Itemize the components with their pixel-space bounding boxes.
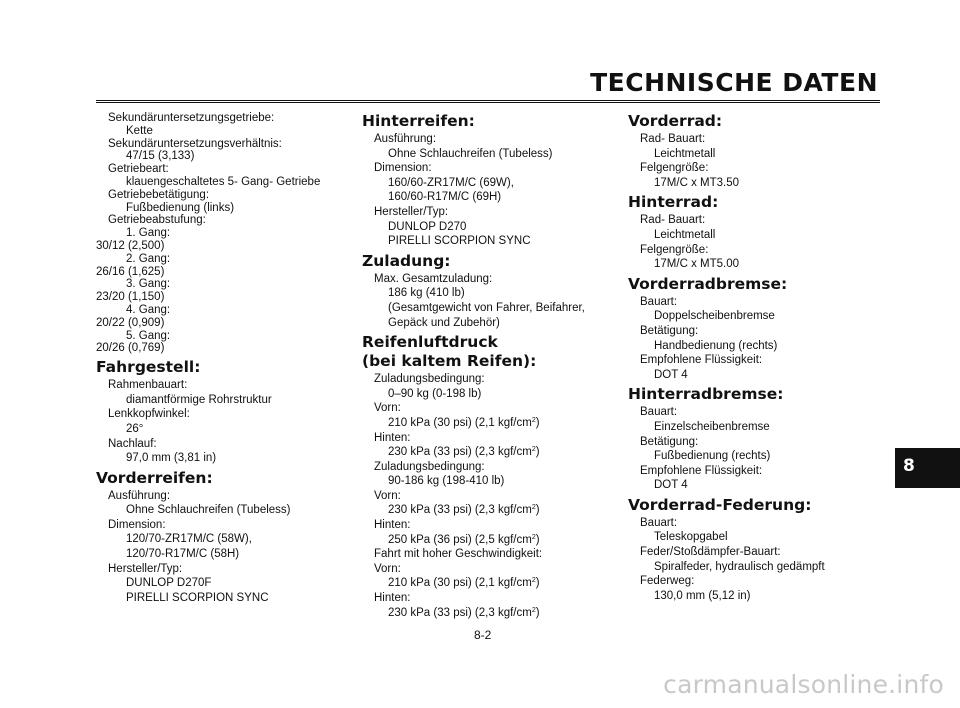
section-heading-hinterreifen: Hinterreifen: bbox=[362, 112, 475, 130]
spec-label: Vorn: bbox=[374, 562, 401, 575]
gear-ratio: 23/20 (1,150) bbox=[96, 291, 165, 304]
spec-value: 160/60-R17M/C (69H) bbox=[388, 191, 502, 204]
spec-value: 250 kPa (36 psi) (2,5 kgf/$cm^2$) bbox=[388, 533, 540, 546]
spec-label: Empfohlene Flüssigkeit: bbox=[640, 464, 763, 477]
section-heading-fahrgestell: Fahrgestell: bbox=[96, 358, 201, 377]
spec-label: Getriebeart: bbox=[108, 163, 169, 176]
spec-value: 160/60-ZR17M/C (69W), bbox=[388, 176, 514, 189]
column-1 bbox=[96, 112, 346, 605]
spec-value: 97,0 mm (3,81 in) bbox=[126, 452, 217, 465]
section-heading-vorderreifen: Vorderreifen: bbox=[96, 468, 213, 487]
spec-value: klauengeschaltetes 5- Gang- Getriebe bbox=[126, 175, 321, 188]
spec-value: 230 kPa (33 psi) (2,3 kgf/$cm^2$) bbox=[388, 446, 540, 459]
spec-value: DUNLOP D270 bbox=[388, 220, 467, 233]
spec-label: Dimension: bbox=[374, 162, 432, 175]
spec-value: Spiralfeder, hydraulisch gedämpft bbox=[654, 560, 825, 573]
spec-value: DOT 4 bbox=[654, 368, 688, 381]
spec-label: Rahmenbauart: bbox=[108, 379, 188, 392]
gear-label: 1. Gang: bbox=[126, 227, 171, 240]
spec-label: Hinten: bbox=[374, 519, 411, 532]
section-heading-vorderradbremse: Vorderradbremse: bbox=[628, 274, 788, 293]
spec-label: Sekundäruntersetzungsverhältnis: bbox=[108, 137, 282, 150]
spec-value: 120/70-ZR17M/C (58W), bbox=[126, 533, 252, 546]
spec-value: Doppelscheibenbremse bbox=[654, 310, 775, 323]
section-heading-vorderrad-federung: Vorderrad-Federung: bbox=[628, 495, 812, 514]
spec-label: Zuladungsbedingung: bbox=[374, 373, 485, 386]
spec-label: Bauart: bbox=[640, 516, 678, 529]
spec-label: Feder/Stoßdämpfer-Bauart: bbox=[640, 546, 781, 559]
spec-value: PIRELLI SCORPION SYNC bbox=[388, 235, 531, 248]
spec-label: Rad- Bauart: bbox=[640, 214, 706, 227]
spec-label: Bauart: bbox=[640, 406, 678, 419]
spec-value: Kette bbox=[126, 124, 153, 137]
spec-label: Ausführung: bbox=[374, 133, 437, 145]
spec-value: DUNLOP D270F bbox=[126, 577, 212, 590]
spec-label: Getriebeabstufung: bbox=[108, 214, 206, 227]
spec-label: Betätigung: bbox=[640, 435, 699, 448]
spec-label: Hersteller/Typ: bbox=[374, 205, 449, 218]
spec-value: Leichtmetall bbox=[654, 228, 716, 241]
gear-ratio: 20/22 (0,909) bbox=[96, 316, 165, 329]
spec-label: Felgengröße: bbox=[640, 243, 709, 256]
spec-value: 26° bbox=[126, 422, 144, 435]
header-rule bbox=[96, 100, 880, 103]
section-heading-reifenluftdruck: Reifenluftdruck bbox=[362, 333, 498, 352]
chapter-number: 8 bbox=[903, 456, 915, 476]
gear-ratio: 30/12 (2,500) bbox=[96, 239, 165, 252]
spec-value: 130,0 mm (5,12 in) bbox=[654, 589, 751, 602]
spec-label: Federweg: bbox=[640, 575, 695, 588]
page-title: TECHNISCHE DATEN bbox=[590, 68, 878, 97]
gear-label: 2. Gang: bbox=[126, 252, 171, 265]
spec-value: 230 kPa (33 psi) (2,3 kgf/$cm^2$) bbox=[388, 606, 540, 619]
spec-value: Fußbedienung (links) bbox=[126, 201, 235, 214]
spec-label: Sekundäruntersetzungsgetriebe: bbox=[108, 112, 275, 124]
spec-value: PIRELLI SCORPION SYNC bbox=[126, 591, 269, 604]
spec-label: Hinten: bbox=[374, 431, 411, 444]
spec-label: Vorn: bbox=[374, 489, 401, 502]
spec-value: 47/15 (3,133) bbox=[126, 150, 195, 163]
section-heading-hinterrad: Hinterrad: bbox=[628, 193, 719, 212]
spec-value: diamantförmige Rohrstruktur bbox=[126, 393, 272, 406]
spec-value: 230 kPa (33 psi) (2,3 kgf/$cm^2$) bbox=[388, 504, 540, 517]
spec-label: Hersteller/Typ: bbox=[108, 562, 183, 575]
spec-label: Felgengröße: bbox=[640, 162, 709, 175]
gear-label: 3. Gang: bbox=[126, 278, 171, 291]
spec-value: Fußbedienung (rechts) bbox=[654, 450, 771, 463]
spec-value: 210 kPa (30 psi) (2,1 kgf/$cm^2$) bbox=[388, 416, 540, 429]
watermark: carmanualsonline.info bbox=[663, 670, 944, 699]
spec-label: Nachlauf: bbox=[108, 437, 157, 450]
spec-value: Ohne Schlauchreifen (Tubeless) bbox=[388, 147, 553, 160]
section-heading-hinterradbremse: Hinterradbremse: bbox=[628, 385, 784, 404]
spec-label: Betätigung: bbox=[640, 324, 699, 337]
spec-value: DOT 4 bbox=[654, 479, 688, 492]
spec-label: Rad- Bauart: bbox=[640, 133, 706, 145]
gear-label: 5. Gang: bbox=[126, 329, 171, 342]
spec-value: 186 kg (410 lb) bbox=[388, 287, 465, 300]
chapter-tab bbox=[895, 448, 960, 488]
spec-label: Vorn: bbox=[374, 402, 401, 415]
column-2 bbox=[362, 112, 612, 620]
spec-value: 90-186 kg (198-410 lb) bbox=[388, 475, 505, 488]
spec-label: Dimension: bbox=[108, 518, 166, 531]
spec-value: Einzelscheibenbremse bbox=[654, 420, 770, 433]
gear-label: 4. Gang: bbox=[126, 303, 171, 316]
spec-value: 17M/C x MT3.50 bbox=[654, 176, 739, 189]
column-3 bbox=[628, 112, 878, 603]
spec-label: Bauart: bbox=[640, 295, 678, 308]
spec-value: Handbedienung (rechts) bbox=[654, 339, 778, 352]
spec-label: Zuladungsbedingung: bbox=[374, 460, 485, 473]
spec-value: 210 kPa (30 psi) (2,1 kgf/$cm^2$) bbox=[388, 577, 540, 590]
spec-value: (Gesamtgewicht von Fahrer, Beifahrer, bbox=[388, 301, 585, 314]
spec-label: Lenkkopfwinkel: bbox=[108, 408, 190, 421]
section-heading-zuladung: Zuladung: bbox=[362, 251, 451, 270]
spec-label: Ausführung: bbox=[108, 489, 171, 502]
spec-label: Hinten: bbox=[374, 592, 411, 605]
spec-value: Gepäck und Zubehör) bbox=[388, 316, 500, 329]
spec-label: Empfohlene Flüssigkeit: bbox=[640, 354, 763, 367]
spec-value: Leichtmetall bbox=[654, 147, 716, 160]
spec-label: Fahrt mit hoher Geschwindigkeit: bbox=[374, 548, 543, 561]
gear-ratio: 26/16 (1,625) bbox=[96, 265, 165, 278]
spec-label: Getriebebetätigung: bbox=[108, 188, 210, 201]
spec-value: Ohne Schlauchreifen (Tubeless) bbox=[126, 504, 291, 517]
section-heading-vorderrad: Vorderrad: bbox=[628, 112, 723, 130]
spec-value: 17M/C x MT5.00 bbox=[654, 258, 739, 271]
spec-value: 120/70-R17M/C (58H) bbox=[126, 548, 240, 561]
spec-value: 0–90 kg (0-198 lb) bbox=[388, 387, 482, 400]
page-number: 8-2 bbox=[474, 628, 492, 642]
section-heading-reifenluftdruck-sub: (bei kaltem Reifen): bbox=[362, 352, 537, 371]
spec-label: Max. Gesamtzuladung: bbox=[374, 272, 493, 285]
spec-value: Teleskopgabel bbox=[654, 531, 728, 544]
gear-ratio: 20/26 (0,769) bbox=[96, 342, 165, 355]
